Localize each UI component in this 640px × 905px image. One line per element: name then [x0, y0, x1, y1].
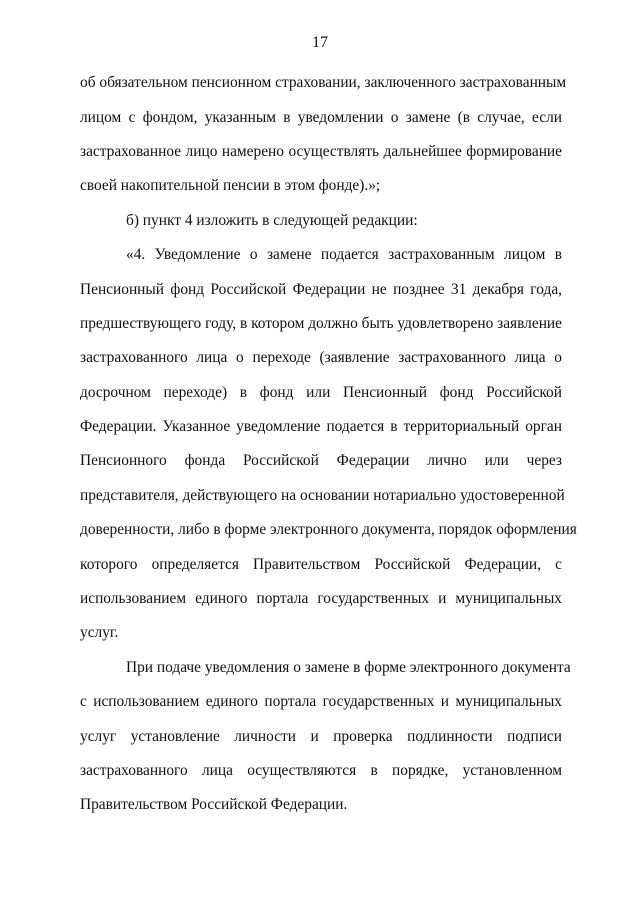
text-line: с использованием единого портала государственных и муниципальных — [80, 693, 562, 710]
text-line: Правительством Российской Федерации. — [80, 796, 348, 813]
text-line: услуг. — [80, 624, 119, 641]
text-line: доверенности, либо в форме электронного документа, порядок оформления — [80, 521, 577, 538]
text-line: застрахованного лица осуществляются в порядке, установленном — [80, 762, 562, 779]
text-line: Пенсионный фонд Российской Федерации не позднее 31 декабря года, — [80, 281, 562, 298]
text-line: застрахованного лица о переходе (заявление застрахованного лица о — [80, 349, 562, 366]
page-number: 17 — [312, 34, 328, 51]
text-line: об обязательном пенсионном страховании, заключенного застрахованным — [80, 74, 567, 91]
text-line: своей накопительной пенсии в этом фонде).»; — [80, 177, 381, 194]
text-line: которого определяется Правительством Российской Федерации, с — [80, 556, 562, 573]
text-line: Федерации. Указанное уведомление подается в территориальный орган — [80, 418, 562, 435]
text-line: При подаче уведомления о замене в форме электронного документа — [126, 659, 571, 676]
text-line: застрахованное лицо намерено осуществлять дальнейшее формирование — [80, 143, 562, 160]
text-line: представителя, действующего на основании нотариально удостоверенной — [80, 487, 565, 504]
text-line: б) пункт 4 изложить в следующей редакции: — [126, 212, 418, 229]
text-line: лицом с фондом, указанным в уведомлении о замене (в случае, если — [80, 109, 562, 126]
text-line: услуг установление личности и проверка подлинности подписи — [80, 728, 562, 745]
text-line: предшествующего году, в котором должно быть удовлетворено заявление — [80, 315, 562, 332]
text-line: использованием единого портала государственных и муниципальных — [80, 590, 562, 607]
text-line: Пенсионного фонда Российской Федерации лично или через — [80, 452, 562, 469]
text-line: досрочном переходе) в фонд или Пенсионный фонд Российской — [80, 384, 562, 401]
text-line: «4. Уведомление о замене подается застрахованным лицом в — [126, 246, 562, 263]
